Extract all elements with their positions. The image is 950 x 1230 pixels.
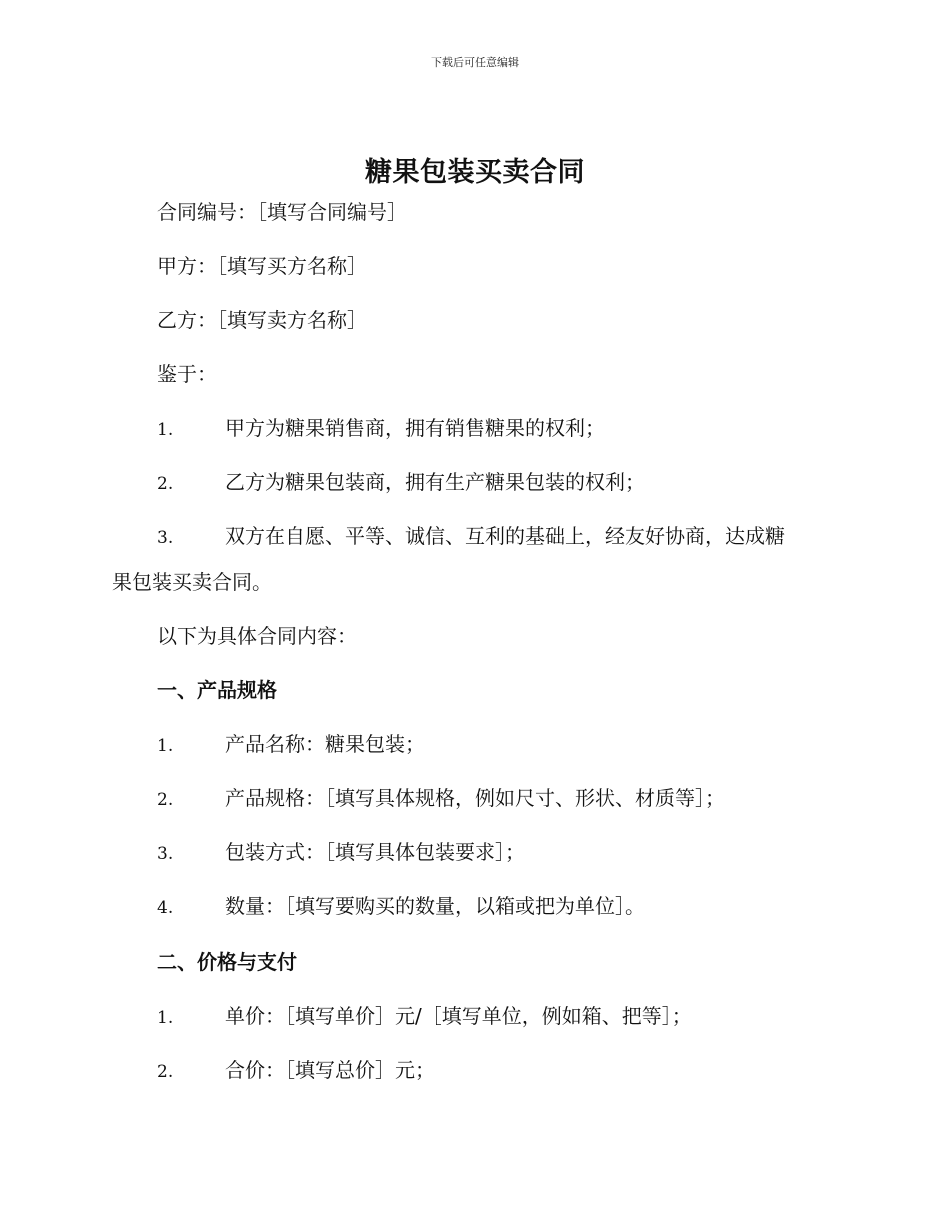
spec-1-number: 1. bbox=[157, 736, 174, 756]
spec-2-number: 2. bbox=[157, 790, 174, 810]
spec-3-number: 3. bbox=[157, 844, 174, 864]
price-2-number: 2. bbox=[157, 1062, 174, 1082]
recital-1-text: 甲方为糖果销售商，拥有销售糖果的权利； bbox=[225, 416, 605, 440]
document-title: 糖果包装买卖合同 bbox=[365, 157, 585, 188]
recital-1-number: 1. bbox=[157, 420, 174, 440]
spec-2-text: 产品规格：［填写具体规格，例如尺寸、形状、材质等］； bbox=[225, 786, 725, 810]
spec-1-text: 产品名称：糖果包装； bbox=[225, 732, 425, 756]
whereas-label: 鉴于： bbox=[157, 362, 217, 386]
price-2-text: 合价：［填写总价］元； bbox=[225, 1058, 435, 1082]
section-2-heading: 二、价格与支付 bbox=[157, 950, 297, 974]
price-1-number: 1. bbox=[157, 1008, 174, 1028]
header-note: 下载后可任意编辑 bbox=[431, 56, 519, 69]
recital-2-text: 乙方为糖果包装商，拥有生产糖果包装的权利； bbox=[225, 470, 645, 494]
spec-3-text: 包装方式：［填写具体包装要求］； bbox=[225, 840, 525, 864]
recital-3-text: 双方在自愿、平等、诚信、互利的基础上，经友好协商，达成糖 bbox=[225, 524, 785, 548]
price-1-text: 单价：［填写单价］元/［填写单位，例如箱、把等］； bbox=[225, 1004, 692, 1028]
spec-4-number: 4. bbox=[157, 898, 174, 918]
party-b: 乙方：［填写卖方名称］ bbox=[157, 308, 367, 332]
recital-3-continuation: 果包装买卖合同。 bbox=[112, 570, 272, 594]
section-1-heading: 一、产品规格 bbox=[157, 678, 277, 702]
intro-text: 以下为具体合同内容： bbox=[157, 624, 357, 648]
recital-2-number: 2. bbox=[157, 474, 174, 494]
contract-number: 合同编号：［填写合同编号］ bbox=[157, 200, 407, 224]
spec-4-text: 数量：［填写要购买的数量，以箱或把为单位］。 bbox=[225, 894, 645, 918]
party-a: 甲方：［填写买方名称］ bbox=[157, 254, 367, 278]
recital-3-number: 3. bbox=[157, 528, 174, 548]
